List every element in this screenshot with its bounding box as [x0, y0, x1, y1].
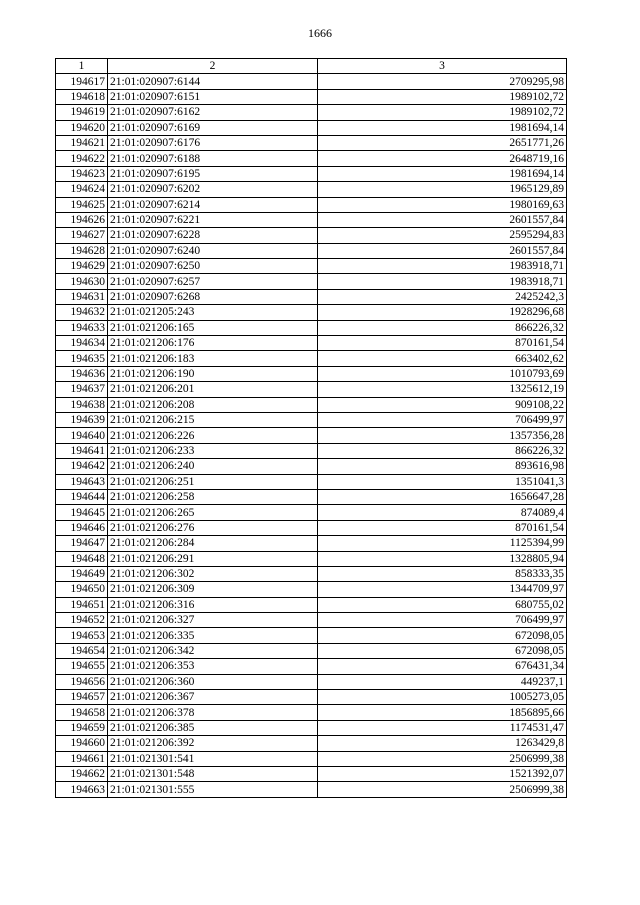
cadastral-number-cell: 21:01:020907:6162: [108, 105, 318, 120]
row-number-cell: 194660: [56, 736, 108, 751]
row-number-cell: 194635: [56, 351, 108, 366]
row-number-cell: 194658: [56, 705, 108, 720]
row-number-cell: 194625: [56, 197, 108, 212]
row-number-cell: 194655: [56, 659, 108, 674]
cadastral-number-cell: 21:01:020907:6151: [108, 89, 318, 104]
row-number-cell: 194617: [56, 74, 108, 89]
cadastral-number-cell: 21:01:021206:316: [108, 597, 318, 612]
value-cell: 2506999,38: [318, 751, 567, 766]
cadastral-number-cell: 21:01:020907:6250: [108, 259, 318, 274]
value-cell: 672098,05: [318, 643, 567, 658]
value-cell: 1263429,8: [318, 736, 567, 751]
row-number-cell: 194645: [56, 505, 108, 520]
cadastral-number-cell: 21:01:021206:265: [108, 505, 318, 520]
table-row: [56, 659, 567, 674]
cadastral-number-cell: 21:01:020907:6257: [108, 274, 318, 289]
row-number-cell: 194626: [56, 212, 108, 227]
row-number-cell: 194649: [56, 566, 108, 581]
table-row: [56, 443, 567, 458]
table-row: [56, 520, 567, 535]
value-cell: 1965129,89: [318, 182, 567, 197]
value-cell: 1981694,14: [318, 120, 567, 135]
row-number-cell: 194620: [56, 120, 108, 135]
table-row: [56, 135, 567, 150]
value-cell: 909108,22: [318, 397, 567, 412]
value-cell: 1357356,28: [318, 428, 567, 443]
table-row: [56, 320, 567, 335]
value-cell: 2709295,98: [318, 74, 567, 89]
table-row: [56, 736, 567, 751]
table-row: [56, 182, 567, 197]
cadastral-number-cell: 21:01:021206:276: [108, 520, 318, 535]
table-row: [56, 536, 567, 551]
value-cell: 706499,97: [318, 613, 567, 628]
value-cell: 2595294,83: [318, 228, 567, 243]
column-header-3: 3: [318, 59, 567, 74]
cadastral-number-cell: 21:01:021206:165: [108, 320, 318, 335]
value-cell: 893616,98: [318, 459, 567, 474]
cadastral-number-cell: 21:01:021206:291: [108, 551, 318, 566]
cadastral-number-cell: 21:01:021206:385: [108, 720, 318, 735]
cadastral-number-cell: 21:01:020907:6202: [108, 182, 318, 197]
cadastral-number-cell: 21:01:021206:309: [108, 582, 318, 597]
table-row: [56, 459, 567, 474]
value-cell: 2425242,3: [318, 289, 567, 304]
cadastral-number-cell: 21:01:021206:208: [108, 397, 318, 412]
cadastral-number-cell: 21:01:021206:335: [108, 628, 318, 643]
table-row: [56, 74, 567, 89]
row-number-cell: 194659: [56, 720, 108, 735]
cadastral-number-cell: 21:01:021206:240: [108, 459, 318, 474]
column-header-1: 1: [56, 59, 108, 74]
table-row: [56, 105, 567, 120]
table-row: [56, 89, 567, 104]
cadastral-number-cell: 21:01:020907:6228: [108, 228, 318, 243]
value-cell: 449237,1: [318, 674, 567, 689]
row-number-cell: 194648: [56, 551, 108, 566]
row-number-cell: 194627: [56, 228, 108, 243]
table-row: [56, 690, 567, 705]
cadastral-number-cell: 21:01:021206:360: [108, 674, 318, 689]
row-number-cell: 194661: [56, 751, 108, 766]
table-row: [56, 197, 567, 212]
row-number-cell: 194643: [56, 474, 108, 489]
table-row: [56, 674, 567, 689]
table-header: [56, 59, 567, 74]
table-row: [56, 720, 567, 735]
table-row: [56, 151, 567, 166]
table-row: [56, 613, 567, 628]
cadastral-number-cell: 21:01:021206:392: [108, 736, 318, 751]
row-number-cell: 194651: [56, 597, 108, 612]
value-cell: 1325612,19: [318, 382, 567, 397]
table-row: [56, 582, 567, 597]
cadastral-number-cell: 21:01:020907:6176: [108, 135, 318, 150]
value-cell: 1174531,47: [318, 720, 567, 735]
header-row: [56, 59, 567, 74]
row-number-cell: 194628: [56, 243, 108, 258]
table-row: [56, 643, 567, 658]
value-cell: 1989102,72: [318, 89, 567, 104]
table-row: [56, 259, 567, 274]
value-cell: 1989102,72: [318, 105, 567, 120]
value-cell: 680755,02: [318, 597, 567, 612]
cadastral-number-cell: 21:01:020907:6268: [108, 289, 318, 304]
table-row: [56, 336, 567, 351]
row-number-cell: 194631: [56, 289, 108, 304]
value-cell: 1928296,68: [318, 305, 567, 320]
table-row: [56, 489, 567, 504]
value-cell: 1983918,71: [318, 259, 567, 274]
table-row: [56, 382, 567, 397]
cadastral-number-cell: 21:01:021206:190: [108, 366, 318, 381]
value-cell: 866226,32: [318, 320, 567, 335]
table-row: [56, 597, 567, 612]
value-cell: 2651771,26: [318, 135, 567, 150]
row-number-cell: 194619: [56, 105, 108, 120]
table-row: [56, 428, 567, 443]
cadastral-number-cell: 21:01:021206:367: [108, 690, 318, 705]
value-cell: 858333,35: [318, 566, 567, 581]
row-number-cell: 194644: [56, 489, 108, 504]
column-header-2: 2: [108, 59, 318, 74]
row-number-cell: 194656: [56, 674, 108, 689]
cadastral-number-cell: 21:01:021205:243: [108, 305, 318, 320]
table-row: [56, 551, 567, 566]
value-cell: 1981694,14: [318, 166, 567, 181]
table-row: [56, 228, 567, 243]
row-number-cell: 194636: [56, 366, 108, 381]
cadastral-number-cell: 21:01:020907:6188: [108, 151, 318, 166]
table-row: [56, 782, 567, 797]
value-cell: 706499,97: [318, 412, 567, 427]
cadastral-number-cell: 21:01:020907:6169: [108, 120, 318, 135]
cadastral-number-cell: 21:01:021206:176: [108, 336, 318, 351]
value-cell: 1125394,99: [318, 536, 567, 551]
row-number-cell: 194632: [56, 305, 108, 320]
row-number-cell: 194623: [56, 166, 108, 181]
value-cell: 663402,62: [318, 351, 567, 366]
row-number-cell: 194638: [56, 397, 108, 412]
table-row: [56, 628, 567, 643]
row-number-cell: 194634: [56, 336, 108, 351]
row-number-cell: 194663: [56, 782, 108, 797]
value-cell: 870161,54: [318, 520, 567, 535]
value-cell: 1351041,3: [318, 474, 567, 489]
table-row: [56, 274, 567, 289]
cadastral-number-cell: 21:01:021301:555: [108, 782, 318, 797]
value-cell: 1005273,05: [318, 690, 567, 705]
value-cell: 1521392,07: [318, 766, 567, 781]
row-number-cell: 194637: [56, 382, 108, 397]
row-number-cell: 194647: [56, 536, 108, 551]
table-row: [56, 397, 567, 412]
row-number-cell: 194639: [56, 412, 108, 427]
cadastral-number-cell: 21:01:021206:233: [108, 443, 318, 458]
row-number-cell: 194630: [56, 274, 108, 289]
row-number-cell: 194624: [56, 182, 108, 197]
value-cell: 870161,54: [318, 336, 567, 351]
table-row: [56, 705, 567, 720]
page-number: 1666: [308, 26, 332, 40]
row-number-cell: 194640: [56, 428, 108, 443]
table-row: [56, 412, 567, 427]
cadastral-number-cell: 21:01:020907:6214: [108, 197, 318, 212]
value-cell: 2506999,38: [318, 782, 567, 797]
table-row: [56, 351, 567, 366]
row-number-cell: 194618: [56, 89, 108, 104]
value-cell: 672098,05: [318, 628, 567, 643]
cadastral-number-cell: 21:01:020907:6195: [108, 166, 318, 181]
table-row: [56, 566, 567, 581]
value-cell: 2601557,84: [318, 243, 567, 258]
table-row: [56, 243, 567, 258]
value-cell: 874089,4: [318, 505, 567, 520]
value-cell: 2601557,84: [318, 212, 567, 227]
row-number-cell: 194621: [56, 135, 108, 150]
table-row: [56, 289, 567, 304]
cadastral-number-cell: 21:01:021301:541: [108, 751, 318, 766]
row-number-cell: 194646: [56, 520, 108, 535]
cadastral-number-cell: 21:01:021206:378: [108, 705, 318, 720]
cadastral-number-cell: 21:01:021206:215: [108, 412, 318, 427]
table-row: [56, 305, 567, 320]
row-number-cell: 194653: [56, 628, 108, 643]
value-cell: 2648719,16: [318, 151, 567, 166]
table-row: [56, 212, 567, 227]
value-cell: 866226,32: [318, 443, 567, 458]
row-number-cell: 194642: [56, 459, 108, 474]
value-cell: 1328805,94: [318, 551, 567, 566]
cadastral-number-cell: 21:01:021206:342: [108, 643, 318, 658]
table-row: [56, 366, 567, 381]
table-row: [56, 474, 567, 489]
value-cell: 1856895,66: [318, 705, 567, 720]
table-row: [56, 766, 567, 781]
data-table: [55, 58, 567, 798]
cadastral-number-cell: 21:01:020907:6240: [108, 243, 318, 258]
row-number-cell: 194633: [56, 320, 108, 335]
table-row: [56, 751, 567, 766]
row-number-cell: 194650: [56, 582, 108, 597]
cadastral-number-cell: 21:01:021206:201: [108, 382, 318, 397]
cadastral-number-cell: 21:01:020907:6221: [108, 212, 318, 227]
cadastral-number-cell: 21:01:021301:548: [108, 766, 318, 781]
row-number-cell: 194652: [56, 613, 108, 628]
row-number-cell: 194662: [56, 766, 108, 781]
row-number-cell: 194641: [56, 443, 108, 458]
cadastral-number-cell: 21:01:021206:353: [108, 659, 318, 674]
value-cell: 676431,34: [318, 659, 567, 674]
table-row: [56, 120, 567, 135]
row-number-cell: 194622: [56, 151, 108, 166]
cadastral-number-cell: 21:01:021206:258: [108, 489, 318, 504]
value-cell: 1983918,71: [318, 274, 567, 289]
cadastral-number-cell: 21:01:020907:6144: [108, 74, 318, 89]
table-row: [56, 505, 567, 520]
value-cell: 1980169,63: [318, 197, 567, 212]
table-row: [56, 166, 567, 181]
cadastral-number-cell: 21:01:021206:327: [108, 613, 318, 628]
value-cell: 1010793,69: [318, 366, 567, 381]
value-cell: 1656647,28: [318, 489, 567, 504]
row-number-cell: 194657: [56, 690, 108, 705]
cadastral-number-cell: 21:01:021206:284: [108, 536, 318, 551]
row-number-cell: 194629: [56, 259, 108, 274]
cadastral-number-cell: 21:01:021206:302: [108, 566, 318, 581]
cadastral-number-cell: 21:01:021206:226: [108, 428, 318, 443]
cadastral-number-cell: 21:01:021206:183: [108, 351, 318, 366]
cadastral-number-cell: 21:01:021206:251: [108, 474, 318, 489]
value-cell: 1344709,97: [318, 582, 567, 597]
row-number-cell: 194654: [56, 643, 108, 658]
table-body: [56, 74, 567, 797]
